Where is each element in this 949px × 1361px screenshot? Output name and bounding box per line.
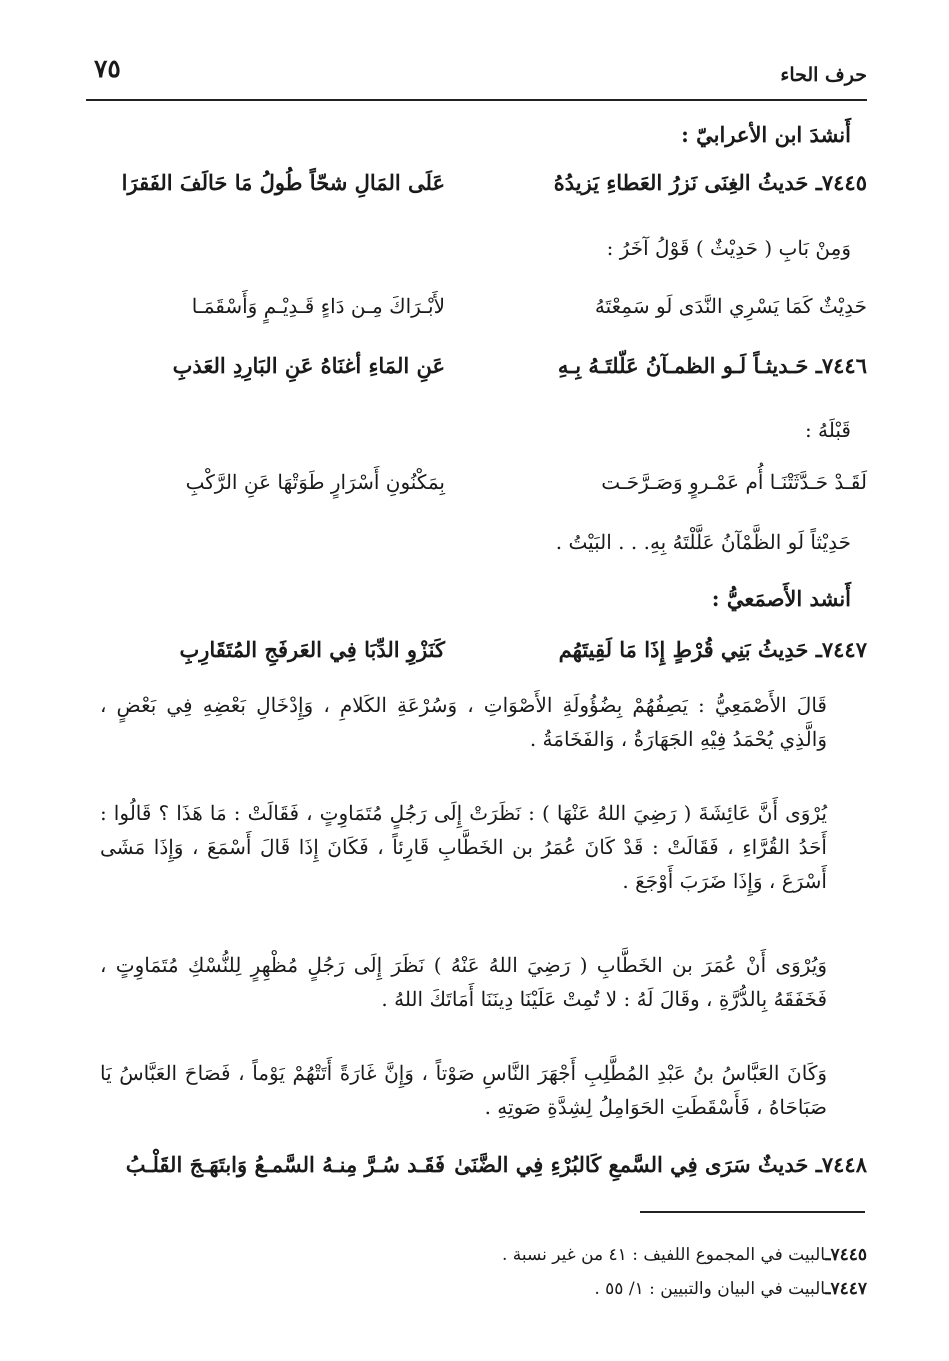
entry-7445-verse — [100, 170, 867, 210]
paragraph-text: وَكَانَ العَبَّاسُ بنُ عَبْدِ المُطَّلِبِ أَجْهَرَ النَّاسِ صَوْتاً ، وَإِنَّ غَارَةً أَتَتْهُمْ يَوْماً ، فَصَاحَ العَبَّاسُ يَا صَبَاحَاهُ ، فَأَسْقَطَتِ الحَوَامِلُ لِشِدَّةِ صَوتِهِ . — [100, 1061, 827, 1119]
hemistich-second: عَنِ المَاءِ أغنَاهُ عَنِ البَارِدِ العَذبِ — [172, 353, 445, 378]
hemistich-first — [467, 170, 867, 195]
entry-number: ٧٤٤٦ـ — [815, 353, 867, 378]
entry-7447-verse — [100, 637, 867, 677]
entry-number: ٧٤٤٥ـ — [815, 170, 867, 195]
entry-number: ٧٤٤٨ـ — [815, 1152, 867, 1177]
hemistich-text: حَديثٌ سَرَى فِي السَّمعِ كَالبُرْءِ فِي الضَّنَىٰ — [454, 1152, 809, 1177]
hemistich-text: حَدِيثُ بَنِي قُرْطٍ إِذَا مَا لَقِيتَهُم — [558, 637, 809, 662]
footnote-text: البيت في المجموع اللفيف : ٤١ من غير نسبة . — [501, 1245, 826, 1265]
paragraph-text: يُرْوَى أَنَّ عَائِشَةَ ( رَضِيَ اللهُ عَنْهَا ) : نَظَرَتْ إِلَى رَجُلٍ مُتَمَاوِتٍ ، فَقَالَتْ : مَا هَذَا ؟ قَالُوا : أَحَدُ القُرَّاءِ ، فَقَالَتْ : قَدْ كَانَ عُمَرُ بن الخَطَّابِ قَارِئاً ، فَكَانَ إِذَا قَالَ أَسْمَعَ ، وَإِذَا مَشَى أَسْرَعَ ، وَإِذَا ضَرَبَ أَوْجَعَ . — [100, 801, 827, 893]
section-title: حرف الحاء — [780, 64, 867, 86]
hemistich-second: لأَبْـرَاكَ مِـن دَاءٍ قَـدِيْـمٍ وَأَسْقَمَـا — [191, 294, 445, 318]
paragraph-text: قَالَ الأَصْمَعِيُّ : يَصِفُهُمْ بِضُؤُولَةِ الأَصْوَاتِ ، وَسُرْعَةِ الكَلامِ ، وَإِدْخَالِ بَعْضِهِ فِي بَعْضٍ ، وَالَّذِي يُحْمَدُ فِيْهِ الجَهَارَةُ ، وَالفَخَامَةُ . — [100, 693, 827, 751]
entry-7446-verse-2 — [100, 470, 867, 510]
entry-7445-note: وَمِنْ بَابِ ( حَدِيْثٌ ) قَوْلُ آخَرُ : — [606, 236, 851, 260]
entry-7446-quote: حَدِيْثاً لَو الظَّمْآنُ عَلَّلْتَهُ بِهِ. . . البَيْتُ . — [555, 530, 851, 554]
hemistich-text: حَـديثـاً لَـو الظمـآنُ عَلّلتَـهُ بِـهِ — [557, 353, 809, 378]
hemistich-first: حَدِيْثٌ كَمَا يَسْرِي النَّدَى لَو سَمِعْتَهُ — [594, 294, 867, 318]
footnote-number: ٧٤٤٥ـ — [825, 1245, 867, 1265]
hemistich-second: بِمَكْنُونِ أَسْرَارٍ طَوَتْهَا عَنِ الرَّكْبِ — [185, 470, 445, 494]
entry-number: ٧٤٤٧ـ — [815, 637, 867, 662]
entry-7447-paragraph-4 — [100, 1056, 867, 1124]
footnotes — [502, 1238, 867, 1306]
entry-7448-verse — [100, 1152, 867, 1192]
entry-7446-note: قَبْلَهُ : — [804, 418, 851, 442]
hemistich-second: فَقَـد سُـرَّ مِنـهُ السَّمـعُ وَابتَهَـجَ القَلْـبُ — [125, 1152, 445, 1177]
entry-7446-verse — [100, 353, 867, 393]
paragraph-text: وَيُرْوَى أَنْ عُمَرَ بن الخَطَّابِ ( رَضِيَ اللهُ عَنْهُ ) نَظَرَ إِلَى رَجُلٍ مُظْهِرٍ لِلنُّسْكِ مُتَمَاوِتٍ ، فَخَفَقَهُ بِالدُّرَّةِ ، وقَالَ لَهُ : لا تُمِتْ عَلَيْنَا دِينَنَا أَمَاتَكَ اللهُ . — [100, 953, 827, 1011]
footnote-number: ٧٤٤٧ـ — [825, 1279, 867, 1299]
entry-7447-paragraph-1 — [100, 688, 867, 756]
hemistich-text: حَديثُ الغِنَى نَزرُ العَطاءِ يَزيدُهُ — [553, 170, 809, 195]
footnote — [502, 1238, 867, 1272]
footnote-text: البيت في البيان والتبيين : ١/ ٥٥ . — [594, 1279, 826, 1299]
page-header — [86, 54, 867, 90]
entry-7447-paragraph-2 — [100, 796, 867, 898]
footnote — [502, 1272, 867, 1306]
hemistich-first: لَقَـدْ حَـدَّثَتْنَـا أُم عَمْـروٍ وَصَـرَّحَـت — [601, 470, 867, 494]
entry-7445-verse-2 — [100, 294, 867, 334]
entry-7447-intro: أَنشد الأَصمَعيُّ : — [711, 586, 851, 611]
entry-7447-paragraph-3 — [100, 948, 867, 1016]
page-number: ٧٥ — [94, 54, 121, 83]
header-divider — [86, 99, 867, 101]
hemistich-second: عَلَى المَالِ شحّاً طُولُ مَا حَالَفَ الفَقرَا — [121, 170, 445, 195]
hemistich-first — [454, 1152, 867, 1177]
hemistich-first — [467, 637, 867, 662]
hemistich-second: كَنَزْوِ الدِّبَا فِي العَرفَجِ المُتَقَارِبِ — [179, 637, 445, 662]
entry-7445-intro: أَنشدَ ابن الأعرابيّ : — [681, 122, 851, 147]
hemistich-first — [467, 353, 867, 378]
footnote-divider — [640, 1211, 865, 1213]
